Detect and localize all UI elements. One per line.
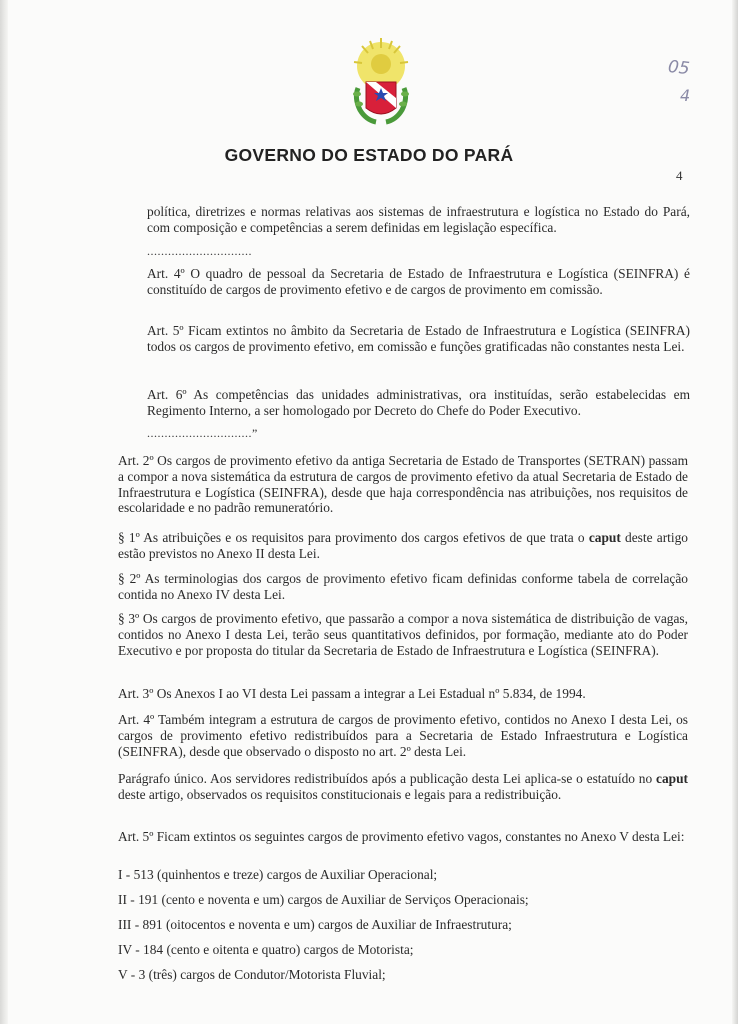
article-3: Art. 3º Os Anexos I ao VI desta Lei passam a integrar a Lei Estadual nº 5.834, de 1994. [118,686,586,701]
page-number: 4 [676,168,683,183]
article-4: Art. 4º Também integram a estrutura de cargos de provimento efetivo, contidos no Anexo I desta Lei, os cargos de provimento efetivo redistribuídos para a Secretaria de Estado Infraestrutura e Logística (SEINFRA), desde que observado o disposto no art. 2º desta Lei. [118,712,688,759]
sole-paragraph-text: Parágrafo único. Aos servidores redistribuídos após a publicação desta Lei aplica-se o estatuído no [118,771,656,786]
paragraph-2: § 2º As terminologias dos cargos de provimento efetivo ficam definidas conforme tabela de correlação contida no Anexo IV desta Lei. [118,571,688,602]
paragraph-3: § 3º Os cargos de provimento efetivo, que passarão a compor a nova sistemática de distribuição de vagas, contidos no Anexo I desta Lei, terão seus quantitativos definidos, por formação, mediante ato do Poder Executivo e por proposta do titular da Secretaria de Estado de Infraestrutura e Logística (SEINFRA). [118,611,688,658]
paragraph-1-text: § 1º As atribuições e os requisitos para provimento dos cargos efetivos de que trata o [118,530,589,545]
article-2: Art. 2º Os cargos de provimento efetivo da antiga Secretaria de Estado de Transportes (SETRAN) passam a compor a nova sistemática da estrutura de cargos de provimento efetivo da atual Secretaria de Estado de Infraestrutura e Logística (SEINFRA), desde que haja correspondência nas atribuições, nos requisitos de escolaridade e no padrão remuneratório. [118,453,688,516]
handwritten-page-note: 05 [667,56,691,80]
paragraph-1-text-end: deste artigo estão previstos no Anexo II desta Lei. [118,530,689,561]
quoted-article-5: Art. 5º Ficam extintos no âmbito da Secretaria de Estado de Infraestrutura e Logística (SEINFRA) todos os cargos de provimento efetivo, em comissão e funções gratificadas não constantes nesta Lei. [147,323,690,354]
paragraph-1 [118,530,688,562]
list-item: III - 891 (oitocentos e noventa e um) cargos de Auxiliar de Infraestrutura; [118,917,512,932]
list-item: V - 3 (três) cargos de Condutor/Motorista Fluvial; [118,967,386,982]
caput-term: caput [588,530,621,545]
quoted-intro-paragraph: política, diretrizes e normas relativas aos sistemas de infraestrutura e logística no Estado do Pará, com composição e competências a serem definidas em legislação específica. [147,204,690,235]
government-header-title: GOVERNO DO ESTADO DO PARÁ [224,145,514,165]
quoted-article-6: Art. 6º As competências das unidades administrativas, ora instituídas, serão estabelecidas em Regimento Interno, a ser homologado por Decreto do Chefe do Poder Executivo. [147,387,690,418]
handwritten-page-note-2: 4 [680,86,691,105]
list-item: I - 513 (quinhentos e treze) cargos de Auxiliar Operacional; [118,867,438,882]
ellipsis-separator-closing: ..............................” [147,426,258,440]
sole-paragraph [118,771,688,803]
state-coat-of-arms-icon [348,36,414,126]
list-item: IV - 184 (cento e oitenta e quatro) cargos de Motorista; [118,942,414,957]
sole-paragraph-text-end: deste artigo, observados os requisitos constitucionais e legais para a redistribuição. [118,786,562,802]
ellipsis-separator: .............................. [147,244,252,258]
quoted-article-4: Art. 4º O quadro de pessoal da Secretaria de Estado de Infraestrutura e Logística (SEINFRA) é constituído de cargos de provimento efetivo e de cargos de provimento em comissão. [147,266,690,297]
caput-term: caput [656,771,688,786]
list-item: II - 191 (cento e noventa e um) cargos de Auxiliar de Serviços Operacionais; [118,892,529,907]
article-5: Art. 5º Ficam extintos os seguintes cargos de provimento efetivo vagos, constantes no Anexo V desta Lei: [118,829,685,844]
